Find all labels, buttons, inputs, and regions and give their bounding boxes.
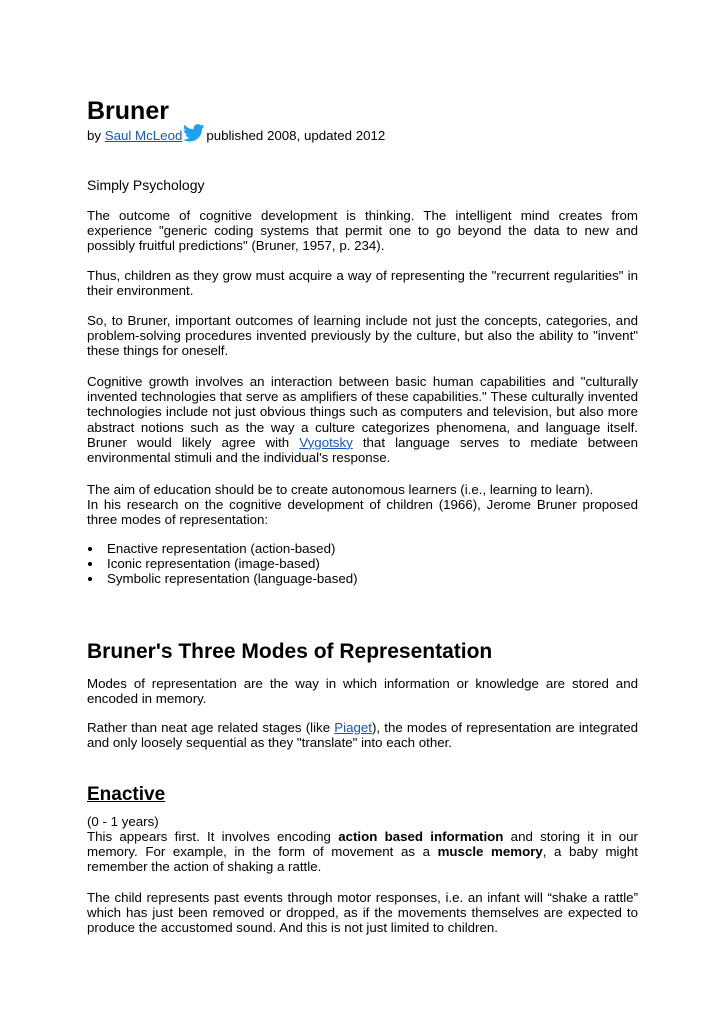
piaget-link[interactable]: Piaget xyxy=(334,720,372,735)
site-name: Simply Psychology xyxy=(87,177,205,193)
byline xyxy=(87,124,385,144)
intro-paragraph-5 xyxy=(87,482,638,497)
enactive-paragraph-1 xyxy=(87,829,638,875)
section-paragraph-1: Modes of representation are the way in which information or knowledge are stored and encoded in memory. xyxy=(87,676,638,707)
intro-paragraph-1: The outcome of cognitive development is thinking. The intelligent mind creates from experience "generic coding systems that permit one to go beyond the data to new and possibly fruitful predictions" (Bruner, 1957, p. 234). xyxy=(87,208,638,254)
modes-list xyxy=(87,541,358,586)
enactive-heading: Enactive xyxy=(87,784,166,805)
intro-paragraph-4 xyxy=(87,374,638,465)
byline-prefix: by xyxy=(87,128,102,143)
section-paragraph-2 xyxy=(87,720,638,750)
section-heading: Bruner's Three Modes of Representation xyxy=(87,640,493,663)
page-title: Bruner xyxy=(87,97,169,125)
bold-text: muscle memory xyxy=(437,844,543,860)
intro-paragraph-2: Thus, children as they grow must acquire a way of representing the "recurrent regularities" in their environment. xyxy=(87,268,638,299)
vygotsky-link[interactable]: Vygotsky xyxy=(299,434,353,450)
bold-text: action based information xyxy=(338,829,504,844)
list-item: Enactive representation (action-based) xyxy=(87,541,358,556)
publish-info: published 2008, updated 2012 xyxy=(206,128,386,143)
intro-paragraph-6: In his research on the cognitive development of children (1966), Jerome Bruner proposed three modes of representation: xyxy=(87,497,638,528)
enactive-paragraph-2: The child represents past events through motor responses, i.e. an infant will “shake a rattle” which has just been removed or dropped, as if the movements themselves are expected to produce the accustomed sound. And this is not just limited to children. xyxy=(87,890,638,936)
paragraph-text: Rather than neat age related stages (like xyxy=(87,720,335,735)
twitter-bird-icon[interactable] xyxy=(183,124,205,142)
author-link[interactable]: Saul McLeod xyxy=(104,128,183,143)
paragraph-text: that language serves to mediate between environmental stimuli and the individual's response. xyxy=(87,434,638,466)
paragraph-text: ), the modes of representation are integrated and only loosely sequential as they "translate" into each other. xyxy=(87,720,638,751)
intro-paragraph-3: So, to Bruner, important outcomes of learning include not just the concepts, categories, and problem-solving procedures invented previously by the culture, but also the ability to "invent" these things for oneself. xyxy=(87,313,638,359)
paragraph-text: , a baby might remember the action of shaking a rattle. xyxy=(87,844,638,875)
paragraph-text: and storing it in our memory. For example, in the form of movement as a xyxy=(87,829,638,860)
list-item: Iconic representation (image-based) xyxy=(87,556,358,571)
paragraph-text: This appears first. It involves encoding xyxy=(87,829,339,844)
paragraph-text: Cognitive growth involves an interaction between basic human capabilities and "culturally invented technologies that serve as amplifiers of these capabilities." These culturally invented technologies include not just obvious things such as computers and television, but also more abstract notions such as the way a culture categorizes phenomena, and language itself. Bruner would likely agree with xyxy=(87,374,638,450)
enactive-age: (0 - 1 years) xyxy=(87,814,159,829)
paragraph-text: The aim of education should be to create autonomous learners (i.e., learning to learn). xyxy=(87,482,594,497)
list-item: Symbolic representation (language-based) xyxy=(87,571,358,586)
